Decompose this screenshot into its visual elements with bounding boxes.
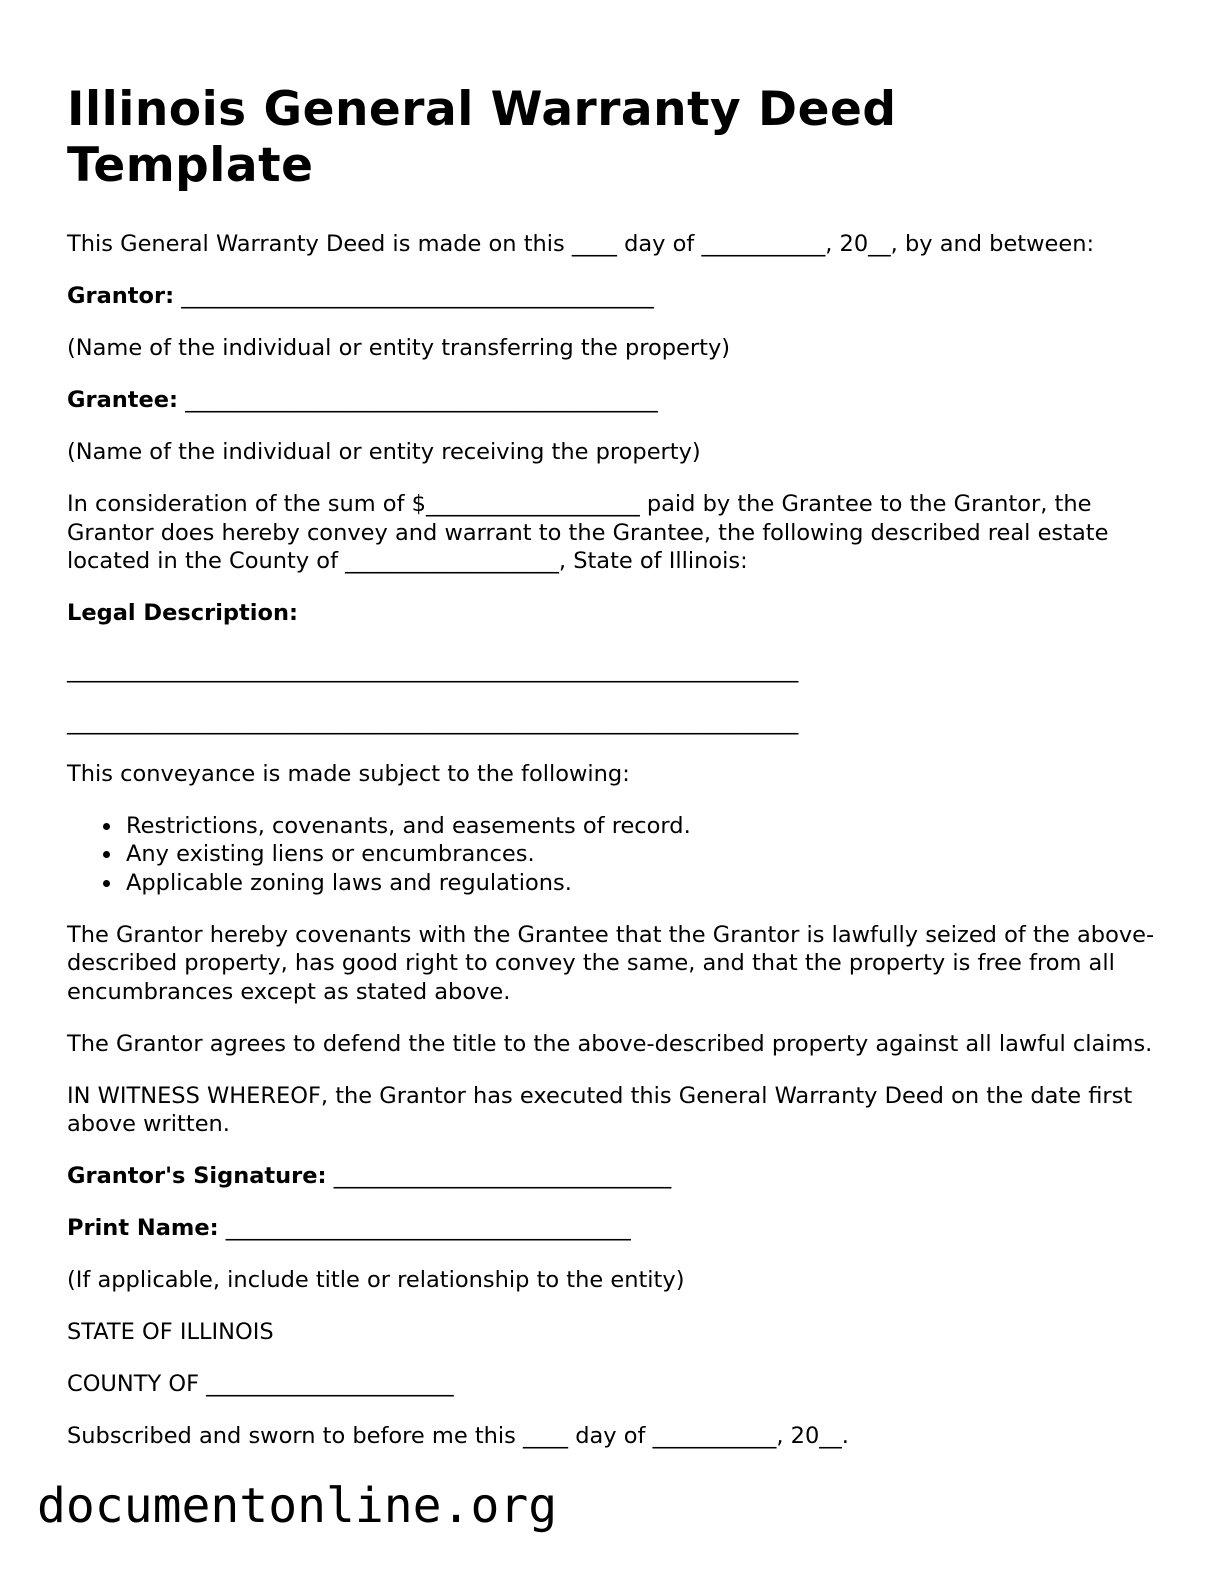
- subscribed-line: Subscribed and sworn to before me this ____ day of ___________, 20__.: [67, 1423, 849, 1449]
- title-note: (If applicable, include title or relationship to the entity): [67, 1267, 685, 1293]
- grantee-field: [67, 386, 1157, 415]
- intro-paragraph: This General Warranty Deed is made on this ____ day of ___________, 20__, by and between:: [67, 231, 1095, 257]
- signature-field: [67, 1162, 1157, 1191]
- list-item: Applicable zoning laws and regulations.: [126, 869, 1157, 898]
- subject-intro: This conveyance is made subject to the following:: [67, 760, 630, 787]
- grantee-blank-line: __________________________________________: [185, 387, 658, 413]
- state-line: STATE OF ILLINOIS: [67, 1319, 274, 1345]
- grantor-note: (Name of the individual or entity transferring the property): [67, 335, 731, 361]
- grantor-label: Grantor:: [67, 283, 175, 309]
- print-name-label: Print Name:: [67, 1215, 219, 1241]
- grantor-blank-line: __________________________________________: [181, 283, 654, 309]
- print-name-blank-line: ____________________________________: [225, 1215, 631, 1241]
- county-line: COUNTY OF ______________________: [67, 1371, 454, 1397]
- watermark-text: documentonline.org: [37, 1478, 558, 1534]
- grantee-label: Grantee:: [67, 387, 179, 413]
- defend-paragraph: The Grantor agrees to defend the title to the above-described property against all lawful claims.: [67, 1030, 1153, 1057]
- list-item: Restrictions, covenants, and easements of record.: [126, 812, 1157, 841]
- print-name-field: [67, 1214, 1157, 1243]
- consideration-paragraph: In consideration of the sum of $___________________ paid by the Grantee to the Grantor, the Grantor does hereby convey and warrant to the Grantee, the following described real estate located in the County of ___________________, State of Illinois:: [67, 491, 1116, 574]
- legal-description-line-1: _________________________________________________________________: [67, 656, 799, 683]
- signature-label: Grantor's Signature:: [67, 1163, 327, 1189]
- covenant-paragraph: The Grantor hereby covenants with the Grantee that the Grantor is lawfully seized of the above-described property, has good right to convey the same, and that the property is free from all encumbrances except as stated above.: [67, 921, 1155, 1005]
- legal-description-label: Legal Description:: [67, 600, 298, 626]
- list-item: Any existing liens or encumbrances.: [126, 840, 1157, 869]
- document-title: Illinois General Warranty Deed Template: [67, 82, 897, 193]
- document-page: [67, 82, 1157, 1474]
- witness-paragraph: IN WITNESS WHEREOF, the Grantor has executed this General Warranty Deed on the date first above written.: [67, 1082, 1140, 1137]
- legal-description-line-2: _________________________________________________________________: [67, 708, 799, 735]
- subject-list: [67, 812, 1157, 898]
- grantor-field: [67, 282, 1157, 311]
- signature-blank-line: ______________________________: [333, 1163, 672, 1189]
- grantee-note: (Name of the individual or entity receiving the property): [67, 439, 701, 465]
